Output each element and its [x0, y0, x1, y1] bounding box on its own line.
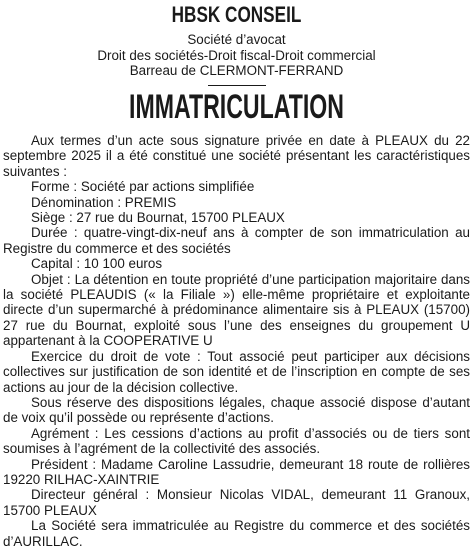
notice-title: IMMATRICULATION — [129, 88, 344, 126]
paragraph-votes: Sous réserve des dispositions légales, chaque associé dispose d’autant de voix qu’il possède ou représente d’actions. — [3, 394, 470, 426]
paragraph-seat: Siège : 27 rue du Bournat, 15700 PLEAUX — [31, 210, 285, 226]
paragraph-form: Forme : Société par actions simplifiée — [31, 179, 255, 195]
firm-type: Société d’avocat — [187, 32, 286, 47]
paragraph-approval: Agrément : Les cessions d’actions au profit d’associés ou de tiers sont soumises à l’agrément de la collectivité des associés. — [3, 425, 470, 457]
paragraph-voting: Exercice du droit de vote : Tout associé peut participer aux décisions collectives sur justification de son identité et de l’inscription en compte de ses actions au jour de la décision collective. — [3, 348, 470, 395]
notice-body — [3, 133, 470, 549]
firm-name: HBSK CONSEIL — [171, 2, 302, 27]
paragraph-president: Président : Madame Caroline Lassudrie, demeurant 18 route de rollières 19220 RILHAC-XAINTRIE — [3, 456, 470, 487]
firm-specialties: Droit des sociétés-Droit fiscal-Droit commercial — [97, 48, 376, 63]
paragraph-capital: Capital : 10 100 euros — [31, 256, 163, 272]
paragraph-name: Dénomination : PREMIS — [31, 194, 177, 210]
paragraph-general-director: Directeur général : Monsieur Nicolas VIDAL, demeurant 11 Granoux, 15700 PLEAUX — [3, 487, 470, 518]
paragraph-purpose: Objet : La détention en toute propriété d’une participation majoritaire dans la société PLEAUDIS (« la Filiale ») elle-même propriétaire et exploitante directe d’un supermarché à prédominance alimentaire sis à PLEAUX (15700) 27 rue du Bournat, exploité sous l’une des enseignes du groupement U appartenant à la COOPERATIVE U — [3, 271, 470, 349]
paragraph-duration: Durée : quatre-vingt-dix-neuf ans à compter de son immatriculation au Registre du commerce et des sociétés — [3, 225, 470, 256]
paragraph-intro: Aux termes d’un acte sous signature privée en date à PLEAUX du 22 septembre 2025 il a été constitué une société présentant les caractéristiques suivantes : — [3, 133, 470, 179]
divider — [208, 85, 266, 86]
firm-bar: Barreau de CLERMONT-FERRAND — [129, 63, 344, 78]
paragraph-registration: La Société sera immatriculée au Registre du commerce et des sociétés d’AURILLAC. — [3, 518, 470, 549]
